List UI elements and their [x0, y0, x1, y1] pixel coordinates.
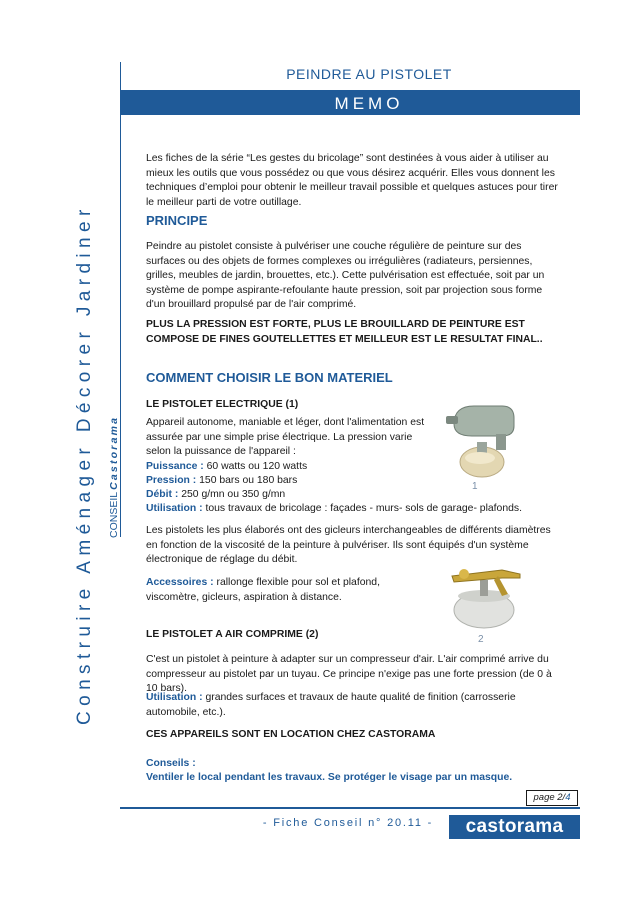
air-gun-text: C'est un pistolet à peinture à adapter sur un compresseur d'air. L'air comprimé arrive du compresseur au pistolet par un tuyau. Ce principe n'exige pas une forte pression (de 0 à 10 bars).	[146, 654, 552, 695]
principe-text: Peindre au pistolet consiste à pulvériser une couche régulière de peinture sur des surfaces ou des objets de formes complexes ou irrégulières (radiateurs, persiennes, grilles, meubles de jardin, brouettes, etc.). Cette pulvérisation est effectuée, soit par un système de pompe aspirante-refoulante haute pression, soit par projection sous forme d'un brouillard propulsé par de l'air comprimé.	[146, 241, 545, 311]
puissance-label: Puissance :	[146, 461, 204, 472]
image-number-2: 2	[478, 634, 484, 645]
spec-debit	[146, 488, 558, 503]
conseils-text: Ventiler le local pendant les travaux. Se protéger le visage par un masque.	[146, 772, 513, 783]
page-indicator	[526, 790, 578, 806]
series-title-vertical: Construire Aménager Décorer Jardiner	[74, 204, 95, 725]
pression-value: 150 bars ou 180 bars	[196, 475, 298, 486]
accessoires-paragraph	[146, 576, 406, 605]
principe-heading: PRINCIPE	[146, 213, 208, 228]
air-utilisation-value: grandes surfaces et travaux de haute qualité de finition (carrosserie automobile, etc.).	[146, 692, 516, 718]
page-current: 4	[565, 792, 571, 803]
footer-divider	[120, 807, 580, 809]
air-utilisation-label: Utilisation :	[146, 692, 203, 703]
debit-value: 250 g/mn ou 350 g/mn	[178, 489, 286, 500]
electric-gun-text: Appareil autonome, maniable et léger, dont l'alimentation est assurée par une simple prise électrique. La pression varie selon la puissance de l'appareil :	[146, 417, 425, 458]
page-title: MEMO	[334, 94, 404, 113]
page-subtitle: PEINDRE AU PISTOLET	[286, 66, 452, 82]
puissance-value: 60 watts ou 120 watts	[203, 461, 308, 472]
elabores-paragraph: Les pistolets les plus élaborés ont des gicleurs interchangeables de différents diamètres en fonction de la viscosité de la peinture à pulvériser. Ils sont équipés d'un système électronique de réglage du débit.	[146, 525, 551, 566]
conseil-castorama-vertical	[108, 416, 120, 538]
utilisation-label: Utilisation :	[146, 503, 203, 514]
accessoires-value: rallonge flexible pour sol et plafond, viscomètre, gicleurs, aspiration à distance.	[146, 577, 380, 603]
pression-label: Pression :	[146, 475, 197, 486]
electric-spray-gun-image	[444, 396, 520, 480]
spec-utilisation	[146, 502, 558, 517]
electric-gun-title: LE PISTOLET ELECTRIQUE (1)	[146, 399, 299, 410]
choisir-heading: COMMENT CHOISIR LE BON MATERIEL	[146, 370, 393, 385]
conseil-prefix: CONSEIL	[108, 491, 120, 538]
accessoires-label: Accessoires :	[146, 577, 214, 588]
air-utilisation	[146, 691, 558, 720]
utilisation-value: tous travaux de bricolage : façades - murs- sols de garage- plafonds.	[202, 503, 522, 514]
sidebar-divider	[120, 62, 121, 537]
image-number-1: 1	[472, 481, 478, 492]
footer-reference: - Fiche Conseil n° 20.11 -	[262, 817, 434, 829]
castorama-logo	[449, 815, 580, 839]
debit-label: Débit :	[146, 489, 179, 500]
conseils-label: Conseils :	[146, 758, 196, 769]
air-gun-title: LE PISTOLET A AIR COMPRIME (2)	[146, 629, 319, 640]
intro-paragraph: Les fiches de la série “Les gestes du bricolage” sont destinées à vous aider à utiliser au mieux les outils que vous possédez ou que vous désirez acquérir. Elles vous donnent les techniques d’emploi pour obtenir le meilleur travail possible et quelques astuces pour tirer le meilleur parti de votre outillage.	[146, 153, 558, 208]
logo-text: castorama	[465, 816, 564, 837]
location-notice: CES APPAREILS SONT EN LOCATION CHEZ CASTORAMA	[146, 729, 436, 740]
pressure-warning: PLUS LA PRESSION EST FORTE, PLUS LE BROUILLARD DE PEINTURE EST COMPOSE DE FINES GOUTELLETTES ET MEILLEUR EST LE RESULTAT FINAL..	[146, 319, 543, 345]
page-prefix: page 2/	[533, 792, 566, 803]
air-spray-gun-image	[440, 560, 530, 632]
conseil-brand: Castorama	[108, 415, 120, 490]
